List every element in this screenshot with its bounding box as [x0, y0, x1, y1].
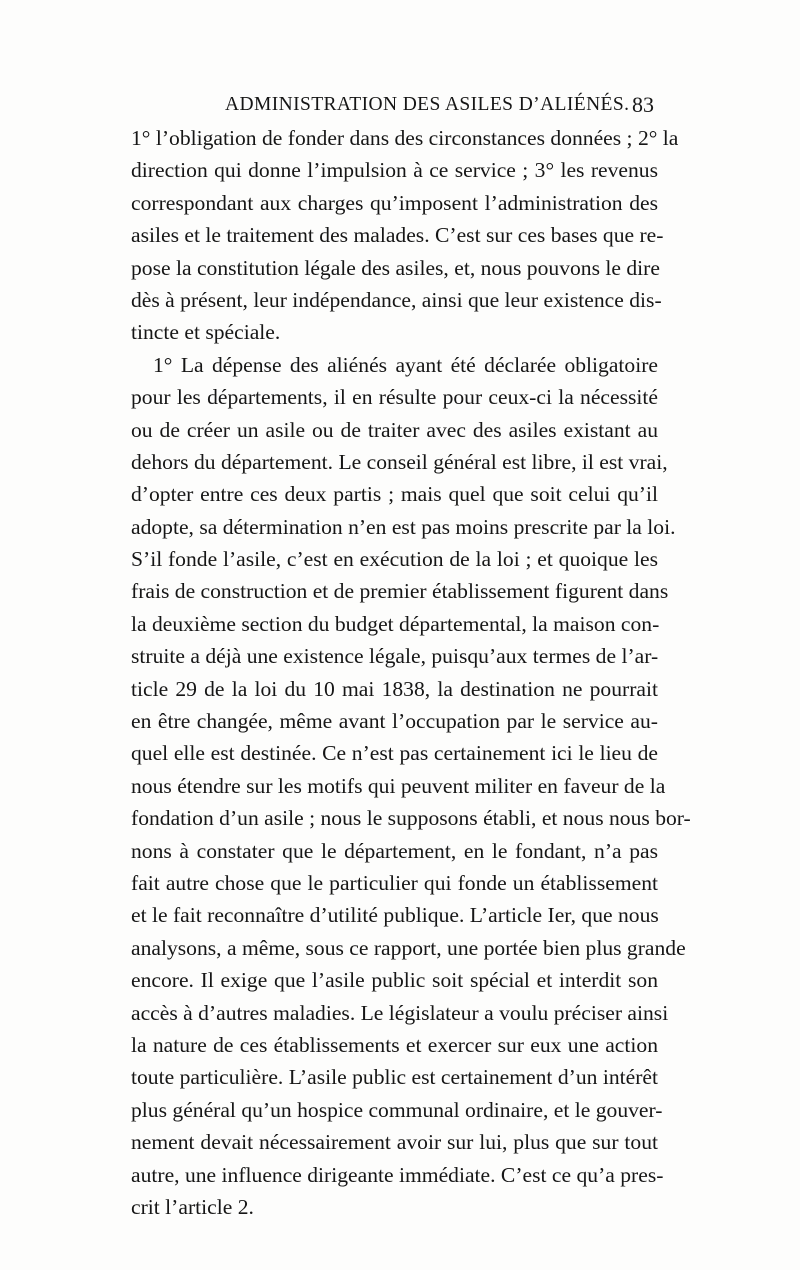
page-header	[131, 92, 658, 122]
text-line: pose la constitution légale des asiles, et, nous pouvons le dire	[131, 255, 660, 280]
text-line: nement devait nécessairement avoir sur lui, plus que sur tout	[131, 1130, 658, 1155]
text-line: pour les départements, il en résulte pour ceux-ci la nécessité	[131, 385, 658, 410]
text-line: plus général qu’un hospice communal ordinaire, et le gouver-	[131, 1097, 663, 1122]
text-line: et le fait reconnaître d’utilité publique. L’article Ier, que nous	[131, 903, 659, 928]
text-line: 1° La dépense des aliénés ayant été déclarée obligatoire	[153, 352, 658, 377]
text-line: analysons, a même, sous ce rapport, une portée bien plus grande	[131, 935, 686, 960]
text-line: encore. Il exige que l’asile public soit spécial et interdit son	[131, 968, 658, 993]
text-line: adopte, sa détermination n’en est pas moins prescrite par la loi.	[131, 514, 676, 539]
text-line: 1° l’obligation de fonder dans des circonstances données ; 2° la	[131, 126, 679, 150]
text-line: ticle 29 de la loi du 10 mai 1838, la destination ne pourrait	[131, 676, 658, 701]
running-title: ADMINISTRATION DES ASILES D’ALIÉNÉS.	[225, 94, 630, 115]
text-line: frais de construction et de premier établissement figurent dans	[131, 579, 669, 604]
text-line: la nature de ces établissements et exercer sur eux une action	[131, 1032, 658, 1057]
text-line: correspondant aux charges qu’imposent l’administration des	[131, 190, 658, 215]
page-number: 83	[632, 92, 654, 117]
text-line: nons à constater que le département, en le fondant, n’a pas	[131, 838, 658, 863]
body-text	[131, 122, 691, 1223]
text-line: quel elle est destinée. Ce n’est pas certainement ici le lieu de	[131, 741, 658, 766]
text-line: asiles et le traitement des malades. C’est sur ces bases que re-	[131, 223, 664, 248]
text-line: direction qui donne l’impulsion à ce service ; 3° les revenus	[131, 158, 658, 183]
paragraph-1	[131, 122, 679, 349]
text-line: crit l’article 2.	[131, 1194, 254, 1219]
text-line: dès à présent, leur indépendance, ainsi que leur existence dis-	[131, 287, 662, 312]
text-line: S’il fonde l’asile, c’est en exécution de la loi ; et quoique les	[131, 547, 658, 572]
text-line: autre, une influence dirigeante immédiate. C’est ce qu’a pres-	[131, 1162, 664, 1187]
text-line: ou de créer un asile ou de traiter avec des asiles existant au	[131, 417, 658, 442]
text-line: d’opter entre ces deux partis ; mais quel que soit celui qu’il	[131, 482, 658, 507]
text-line: struite a déjà une existence légale, puisqu’aux termes de l’ar-	[131, 644, 659, 669]
text-line: en être changée, même avant l’occupation par le service au-	[131, 709, 658, 734]
text-line: la deuxième section du budget départemental, la maison con-	[131, 611, 660, 636]
text-line: fait autre chose que le particulier qui fonde un établissement	[131, 870, 658, 895]
text-line: dehors du département. Le conseil général est libre, il est vrai,	[131, 449, 668, 474]
text-line: accès à d’autres maladies. Le législateur a voulu préciser ainsi	[131, 1000, 669, 1025]
text-line: nous étendre sur les motifs qui peuvent militer en faveur de la	[131, 773, 666, 798]
text-line: fondation d’un asile ; nous le supposons établi, et nous nous bor-	[131, 806, 691, 831]
text-line: tincte et spéciale.	[131, 320, 281, 345]
text-line: toute particulière. L’asile public est certainement d’un intérêt	[131, 1065, 658, 1090]
paragraph-2	[131, 349, 691, 1224]
